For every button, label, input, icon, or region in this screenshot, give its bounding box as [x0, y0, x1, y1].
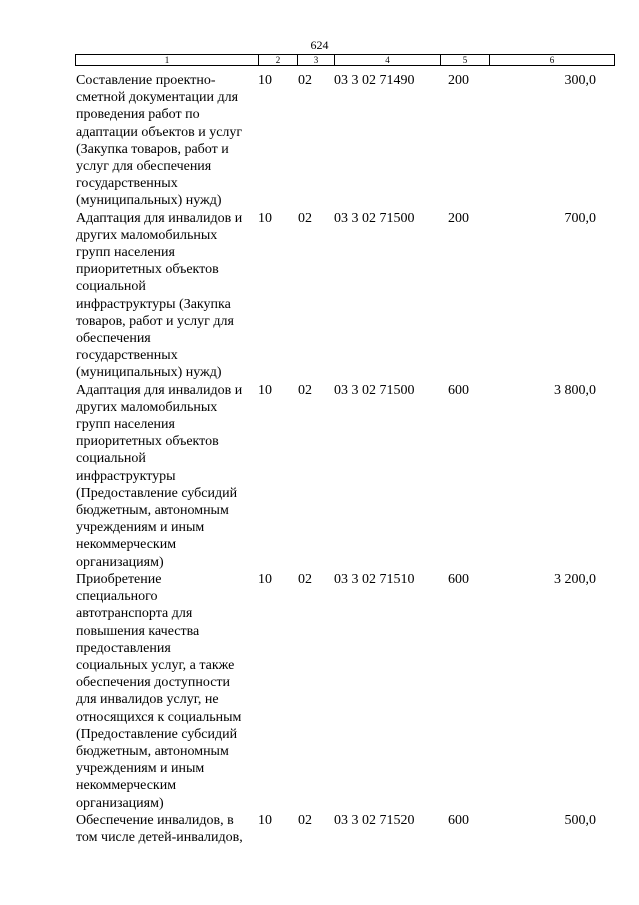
row-description: Адаптация для инвалидов и других маломобильных групп населения приоритетных объектов социальной инфраструктуры (Предоставление субсидий бюджетным, автономным учреждениям и иным некоммерческим организациям)	[76, 382, 243, 570]
row-subsection: 02	[298, 812, 312, 828]
row-description: Составление проектно- сметной документации для проведения работ по адаптации объектов и услуг (Закупка товаров, работ и услуг для обеспечения государственных (муниципальных) нужд)	[76, 73, 243, 209]
row-target-code: 03 3 02 71490	[334, 73, 415, 88]
row-target-code: 03 3 02 71500	[334, 210, 415, 226]
row-expense-type: 200	[448, 73, 469, 88]
row-section: 10	[258, 812, 272, 828]
row-section: 10	[258, 571, 272, 587]
row-amount: 3 800,0	[554, 382, 596, 398]
page-number: 624	[310, 38, 329, 52]
row-amount: 500,0	[564, 812, 596, 828]
header-col-6: 6	[549, 55, 555, 65]
row-target-code: 03 3 02 71510	[334, 571, 415, 587]
row-target-code: 03 3 02 71520	[334, 812, 415, 828]
row-amount: 3 200,0	[554, 571, 596, 587]
row-target-code: 03 3 02 71500	[334, 382, 415, 398]
row-section: 10	[258, 73, 272, 88]
row-subsection: 02	[298, 210, 312, 226]
table-header	[75, 54, 615, 66]
header-col-4: 4	[335, 55, 441, 65]
row-section: 10	[258, 382, 272, 398]
table-row	[76, 72, 596, 210]
table-row	[76, 382, 596, 571]
row-subsection: 02	[298, 73, 312, 88]
row-expense-type: 600	[448, 812, 469, 828]
row-description: Приобретение специального автотранспорта для повышения качества предоставления социальных услуг, а также обеспечения доступности для инвалидов услуг, не относящихся к социальным (Предоставление субсидий бюджетным, автономным учреждениям и иным некоммерческим организациям)	[76, 571, 242, 811]
row-expense-type: 600	[448, 571, 469, 587]
table-row	[76, 812, 596, 846]
row-subsection: 02	[298, 571, 312, 587]
row-expense-type: 200	[448, 210, 469, 226]
row-description: Обеспечение инвалидов, в том числе детей-инвалидов,	[76, 812, 243, 845]
header-col-3: 3	[298, 55, 335, 65]
row-section: 10	[258, 210, 272, 226]
header-col-1: 1	[76, 55, 259, 65]
row-amount: 300,0	[564, 73, 596, 88]
header-col-5: 5	[441, 55, 490, 65]
table-row	[76, 571, 596, 812]
table-body	[76, 72, 596, 846]
row-subsection: 02	[298, 382, 312, 398]
row-description: Адаптация для инвалидов и других маломобильных групп населения приоритетных объектов социальной инфраструктуры (Закупка товаров, работ и услуг для обеспечения государственных (муниципальных) нужд)	[76, 210, 243, 381]
header-col-2: 2	[259, 55, 298, 65]
row-amount: 700,0	[564, 210, 596, 226]
table-row	[76, 210, 596, 382]
row-expense-type: 600	[448, 382, 469, 398]
